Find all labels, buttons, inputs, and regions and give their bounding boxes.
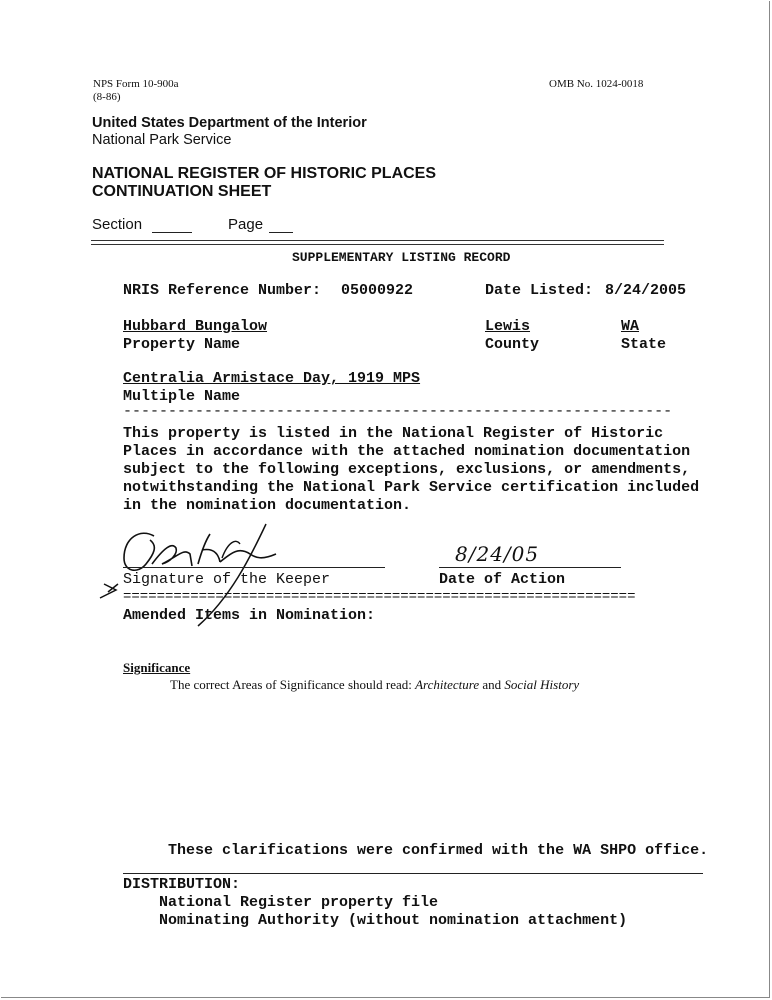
signature-label: Signature of the Keeper [123, 571, 331, 588]
form-number: NPS Form 10-900a [93, 78, 179, 90]
multiple-name-value: Centralia Armistace Day, 1919 MPS [123, 370, 421, 387]
record-heading: SUPPLEMENTARY LISTING RECORD [292, 250, 511, 265]
form-title: NATIONAL REGISTER OF HISTORIC PLACES [92, 165, 437, 182]
equals-divider: ============================================================= [123, 589, 636, 605]
state-value: WA [621, 318, 640, 335]
multiple-name-label: Multiple Name [123, 388, 241, 405]
statement-line: notwithstanding the National Park Service certification included [123, 479, 700, 496]
page-label: Page [228, 216, 264, 233]
section-label: Section [92, 216, 143, 233]
state-label: State [621, 336, 667, 353]
date-listed-label: Date Listed: [485, 282, 594, 299]
significance-text [170, 677, 579, 693]
department-name: United States Department of the Interior [92, 115, 367, 131]
distribution-divider [123, 873, 703, 874]
dash-divider: ------------------------------------------------------------- [123, 403, 673, 420]
significance-joiner: and [479, 677, 505, 692]
clarification-note: These clarifications were confirmed with the WA SHPO office. [168, 842, 709, 859]
date-line [439, 567, 621, 568]
date-listed-value: 8/24/2005 [605, 282, 687, 299]
significance-area-architecture: Architecture [415, 677, 480, 692]
page-blank [269, 232, 293, 233]
omb-number: OMB No. 1024-0018 [549, 78, 644, 90]
property-name-value: Hubbard Bungalow [123, 318, 268, 335]
form-subtitle: CONTINUATION SHEET [92, 183, 272, 200]
county-label: County [485, 336, 540, 353]
section-blank [152, 232, 192, 233]
header-divider [91, 240, 664, 245]
significance-prefix: The correct Areas of Significance should read: [170, 677, 416, 692]
distribution-label: DISTRIBUTION: [123, 876, 241, 893]
date-of-action-label: Date of Action [439, 571, 566, 588]
signature-line [123, 567, 385, 568]
date-of-action-handwritten: 8/24/05 [455, 542, 540, 566]
property-name-label: Property Name [123, 336, 241, 353]
distribution-item: Nominating Authority (without nomination attachment) [159, 912, 628, 929]
statement-line: This property is listed in the National Register of Historic [123, 425, 664, 442]
form-date: (8-86) [93, 91, 121, 103]
distribution-item: National Register property file [159, 894, 439, 911]
significance-heading: Significance [123, 660, 191, 675]
nris-value: 05000922 [341, 282, 414, 299]
significance-area-social-history: Social History [504, 677, 580, 692]
county-value: Lewis [485, 318, 531, 335]
statement-line: Places in accordance with the attached nomination documentation [123, 443, 691, 460]
nris-label: NRIS Reference Number: [123, 282, 322, 299]
statement-line: in the nomination documentation. [123, 497, 412, 514]
statement-line: subject to the following exceptions, exclusions, or amendments, [123, 461, 691, 478]
amended-items-label: Amended Items in Nomination: [123, 607, 376, 624]
service-name: National Park Service [92, 132, 232, 148]
